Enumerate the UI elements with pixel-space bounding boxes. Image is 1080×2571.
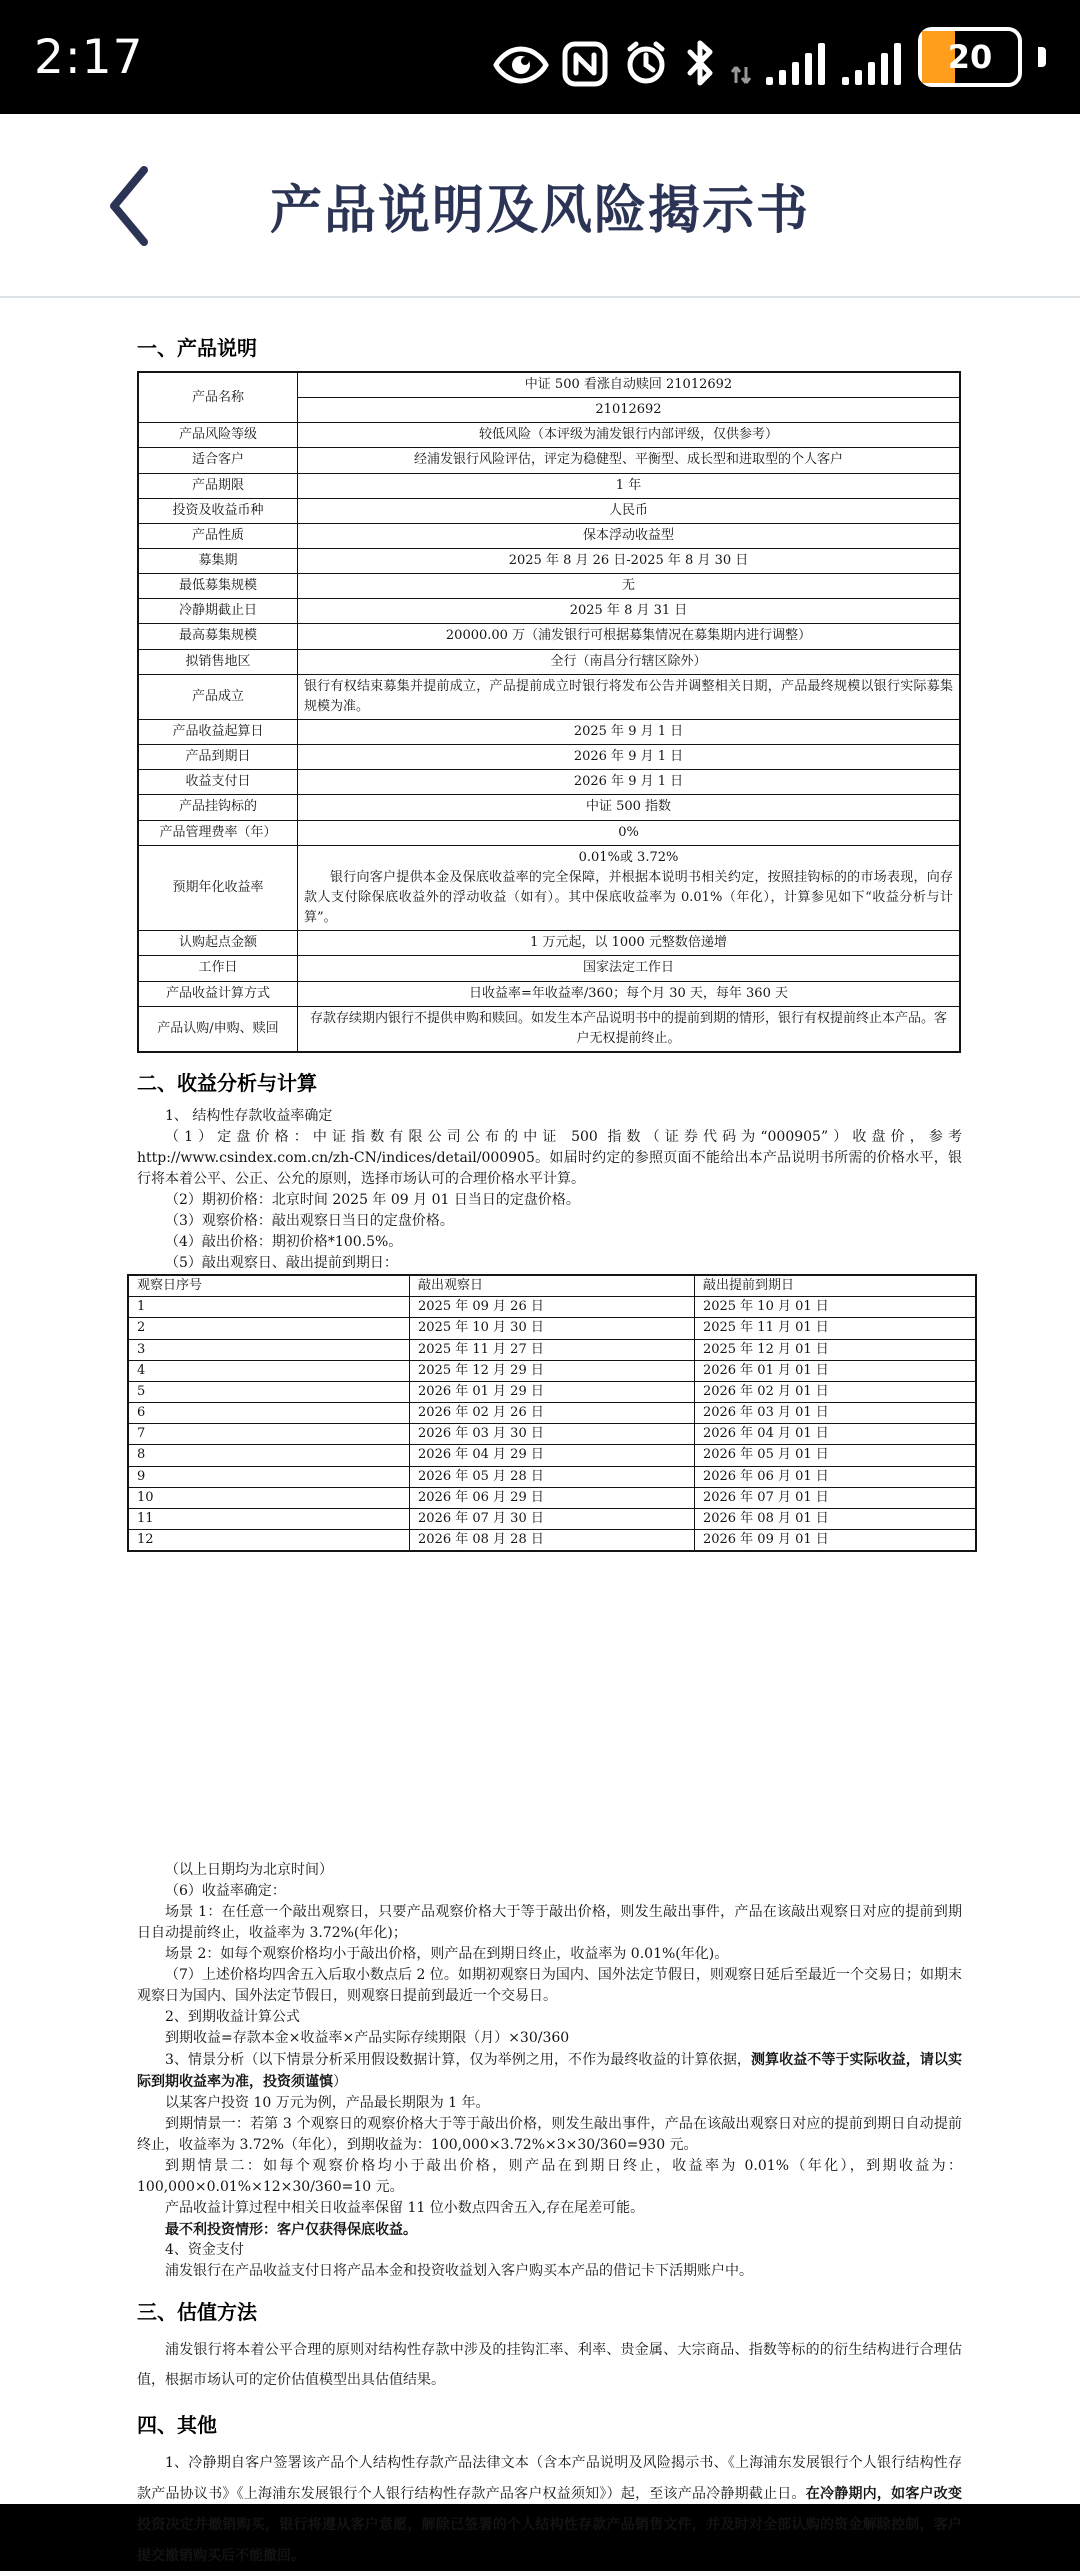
table-row: 4 2025 年 12 月 29 日 2026 年 01 月 01 日: [128, 1360, 976, 1381]
table-row: 6 2026 年 02 月 26 日 2026 年 03 月 01 日: [128, 1403, 976, 1424]
network-arrows-icon: [730, 61, 752, 87]
paragraph: 以某客户投资 10 万元为例，产品最长期限为 1 年。: [165, 2095, 490, 2112]
paragraph: 浦发银行将本着公平合理的原则对结构性存款中涉及的挂钩汇率、利率、贵金属、大宗商品、指数等标的的衍生结构进行合理估值，根据市场认可的定价估值模型出具估值结果。: [137, 2342, 962, 2389]
document-viewer[interactable]: [0, 298, 1080, 2564]
section-heading-1: 一、产品说明: [137, 338, 257, 360]
paragraph: 产品收益计算过程中相关日收益率保留 11 位小数点四舍五入,存在尾差可能。: [165, 2200, 645, 2217]
table-row: 5 2026 年 01 月 29 日 2026 年 02 月 01 日: [128, 1381, 976, 1402]
paragraph: 3、情景分析（以下情景分析采用假设数据计算，仅为举例之用，不作为最终收益的计算依据，测算收益不等于实际收益，请以实际到期收益率为准，投资须谨慎）: [137, 2051, 963, 2091]
battery-percent: 20: [947, 38, 993, 76]
table-row: 预期年化收益率 0.01%或 3.72% 银行向客户提供本金及保底收益率的完全保障，并根据本说明书相关约定，按照挂钩标的的市场表现，向存款人支付除保底收益外的浮动收益（如有）。其中保底收益率为 0.01%（年化），计算参见如下“收益分析与计算”。: [138, 845, 960, 931]
eye-icon: [494, 43, 548, 87]
product-spec-table: [137, 371, 961, 1053]
table-row: 10 2026 年 06 月 29 日 2026 年 07 月 01 日: [128, 1487, 976, 1508]
table-row: 适合客户 经浦发银行风险评估，评定为稳健型、平衡型、成长型和进取型的个人客户: [138, 448, 960, 473]
battery-icon: [918, 27, 1022, 87]
page-title: 产品说明及风险揭示书: [269, 181, 810, 240]
table-row: 最高募集规模 20000.00 万（浦发银行可根据募集情况在募集期内进行调整）: [138, 624, 960, 649]
table-row: 产品性质 保本浮动收益型: [138, 523, 960, 548]
status-bar: [0, 0, 1080, 114]
section-heading-2: 二、收益分析与计算: [137, 1072, 317, 1095]
paragraph: （5）敲出观察日、敲出提前到期日：: [165, 1254, 398, 1271]
table-row: 7 2026 年 03 月 30 日 2026 年 04 月 01 日: [128, 1424, 976, 1445]
table-row: 11 2026 年 07 月 30 日 2026 年 08 月 01 日: [128, 1509, 976, 1530]
table-row: 产品风险等级 较低风险（本评级为浦发银行内部评级，仅供参考）: [138, 423, 960, 448]
table-row: 21012692: [138, 398, 960, 423]
yield-rates: 0.01%或 3.72%: [578, 849, 679, 865]
table-row: 12 2026 年 08 月 28 日 2026 年 09 月 01 日: [128, 1530, 976, 1552]
worst-case-note: 最不利投资情形：客户仅获得保底收益。: [165, 2221, 417, 2238]
paragraph: 到期收益=存款本金×收益率×产品实际存续期限（月）×30/360: [165, 2030, 570, 2047]
table-row: 产品收益起算日 2025 年 9 月 1 日: [138, 719, 960, 744]
paragraph: 到期情景一：若第 3 个观察日的观察价格大于等于敲出价格，则发生敲出事件，产品在该敲出观察日对应的提前到期日自动提前终止，收益率为 3.72%（年化），到期收益为：100,000×3.72%×3×30/360=930 元。: [137, 2116, 962, 2154]
app-bar: [0, 114, 1080, 298]
signal-icon-sim1: [766, 41, 828, 87]
bold-warning: 测算收益不等于实际收益，请以实际到期收益率为准，投资须谨慎: [137, 2051, 963, 2090]
table-row: 3 2025 年 11 月 27 日 2025 年 12 月 01 日: [128, 1339, 976, 1360]
table-row: 产品收益计算方式 日收益率=年收益率/360；每个月 30 天，每年 360 天: [138, 981, 960, 1006]
signal-icon-sim2: [842, 41, 904, 87]
paragraph: 到期情景二：如每个观察价格均小于敲出价格，则产品在到期日终止，收益率为 0.01%（年化），到期收益为：100,000×0.01%×12×30/360=10 元。: [137, 2158, 962, 2196]
paragraph: （3）观察价格：敲出观察日当日的定盘价格。: [165, 1212, 454, 1229]
paragraph: （1）定盘价格：中证指数有限公司公布的中证 500 指数（证券代码为“000905”）收盘价，参考 http://www.csindex.com.cn/zh-CN/indices/detail/000905。如届时约定的参照页面不能给出本产品说明书所需的价格水平，银行将本着公平、公正、公允的原则，选择市场认可的合理价格水平计算。: [137, 1128, 962, 1187]
paragraph: （2）期初价格：北京时间 2025 年 09 月 01 日当日的定盘价格。: [165, 1191, 580, 1208]
table-row: 最低募集规模 无: [138, 574, 960, 599]
table-row: 产品到期日 2026 年 9 月 1 日: [138, 745, 960, 770]
table-row: 收益支付日 2026 年 9 月 1 日: [138, 770, 960, 795]
observation-dates-table: [127, 1274, 977, 1552]
paragraph: 场景 2：如每个观察价格均小于敲出价格，则产品在到期日终止，收益率为 0.01%(年化)。: [165, 1946, 729, 1963]
paragraph: 1、冷静期自客户签署该产品个人结构性存款产品法律文本（含本产品说明及风险揭示书、《上海浦东发展银行个人银行结构性存款产品协议书》《上海浦东发展银行个人银行结构性存款产品客户权益须知》）起，至该产品冷静期截止日。在冷静期内，如客户改变投资决定并撤销购买，银行将遵从客户意愿，解除已签署的个人结构性存款产品销售文件，并及时对全部认购的资金解除控制，客户提交撤销购买后不能撤回。: [137, 2455, 963, 2564]
table-row: 2 2025 年 10 月 30 日 2025 年 11 月 01 日: [128, 1318, 976, 1339]
table-row: 投资及收益币种 人民币: [138, 498, 960, 523]
table-row: 工作日 国家法定工作日: [138, 956, 960, 981]
clock: 2:17: [34, 29, 144, 85]
bluetooth-icon: [684, 39, 716, 87]
table-row: 冷静期截止日 2025 年 8 月 31 日: [138, 599, 960, 624]
table-row: 拟销售地区 全行（南昌分行辖区除外）: [138, 649, 960, 674]
paragraph: （7）上述价格均四舍五入后取小数点后 2 位。如期初观察日为国内、国外法定节假日，则观察日延后至最近一个交易日；如期末观察日为国内、国外法定节假日，则观察日提前到最近一个交易日。: [137, 1967, 962, 2005]
table-row: 认购起点金额 1 万元起，以 1000 元整数倍递增: [138, 931, 960, 956]
table-row: 9 2026 年 05 月 28 日 2026 年 06 月 01 日: [128, 1466, 976, 1487]
table-row: 产品期限 1 年: [138, 473, 960, 498]
table-row: 8 2026 年 04 月 29 日 2026 年 05 月 01 日: [128, 1445, 976, 1466]
table-row: 产品挂钩标的 中证 500 指数: [138, 795, 960, 820]
section-heading-3: 三、估值方法: [137, 2302, 257, 2325]
paragraph: 浦发银行在产品收益支付日将产品本金和投资收益划入客户购买本产品的借记卡下活期账户中。: [165, 2263, 753, 2280]
table-row: 产品成立 银行有权结束募集并提前成立，产品提前成立时银行将发布公告并调整相关日期，产品最终规模以银行实际募集规模为准。: [138, 674, 960, 719]
table-row: 募集期 2025 年 8 月 26 日-2025 年 8 月 30 日: [138, 548, 960, 573]
table-row: 1 2025 年 09 月 26 日 2025 年 10 月 01 日: [128, 1297, 976, 1318]
paragraph: （以上日期均为北京时间）: [165, 1862, 333, 1879]
alarm-icon: [622, 39, 670, 87]
section-heading-4: 四、其他: [137, 2415, 217, 2438]
table-header-row: 观察日序号 敲出观察日 敲出提前到期日: [128, 1275, 976, 1297]
page-break-gap: [137, 1552, 962, 1860]
paragraph: （4）敲出价格：期初价格*100.5%。: [165, 1233, 403, 1250]
battery-nub: [1038, 47, 1046, 67]
paragraph: 4、资金支付: [165, 2242, 244, 2259]
nfc-icon: [562, 41, 608, 87]
paragraph: （6）收益率确定：: [165, 1883, 286, 1900]
table-row: 产品管理费率（年） 0%: [138, 820, 960, 845]
paragraph: 1、 结构性存款收益率确定: [165, 1107, 333, 1124]
table-row: 产品认购/申购、赎回 存款存续期内银行不提供申购和赎回。如发生本产品说明书中的提前到期的情形，银行有权提前终止本产品。客户无权提前终止。: [138, 1006, 960, 1052]
yield-note: 银行向客户提供本金及保底收益率的完全保障，并根据本说明书相关约定，按照挂钩标的的市场表现，向存款人支付除保底收益外的浮动收益（如有）。其中保底收益率为 0.01%（年化），计算参见如下“收益分析与计算”。: [304, 869, 953, 926]
paragraph: 场景 1：在任意一个敲出观察日，只要产品观察价格大于等于敲出价格，则发生敲出事件，产品在该敲出观察日对应的提前到期日自动提前终止，收益率为 3.72%(年化)；: [137, 1904, 962, 1942]
bold-cooling-off-note: 在冷静期内，如客户改变投资决定并撤销购买，银行将遵从客户意愿，解除已签署的个人结构性存款产品销售文件，并及时对全部认购的资金解除控制，客户提交撤销购买后不能撤回。: [137, 2485, 963, 2564]
paragraph: 2、到期收益计算公式: [165, 2009, 300, 2026]
table-row: 产品名称 中证 500 看涨自动赎回 21012692: [138, 372, 960, 398]
